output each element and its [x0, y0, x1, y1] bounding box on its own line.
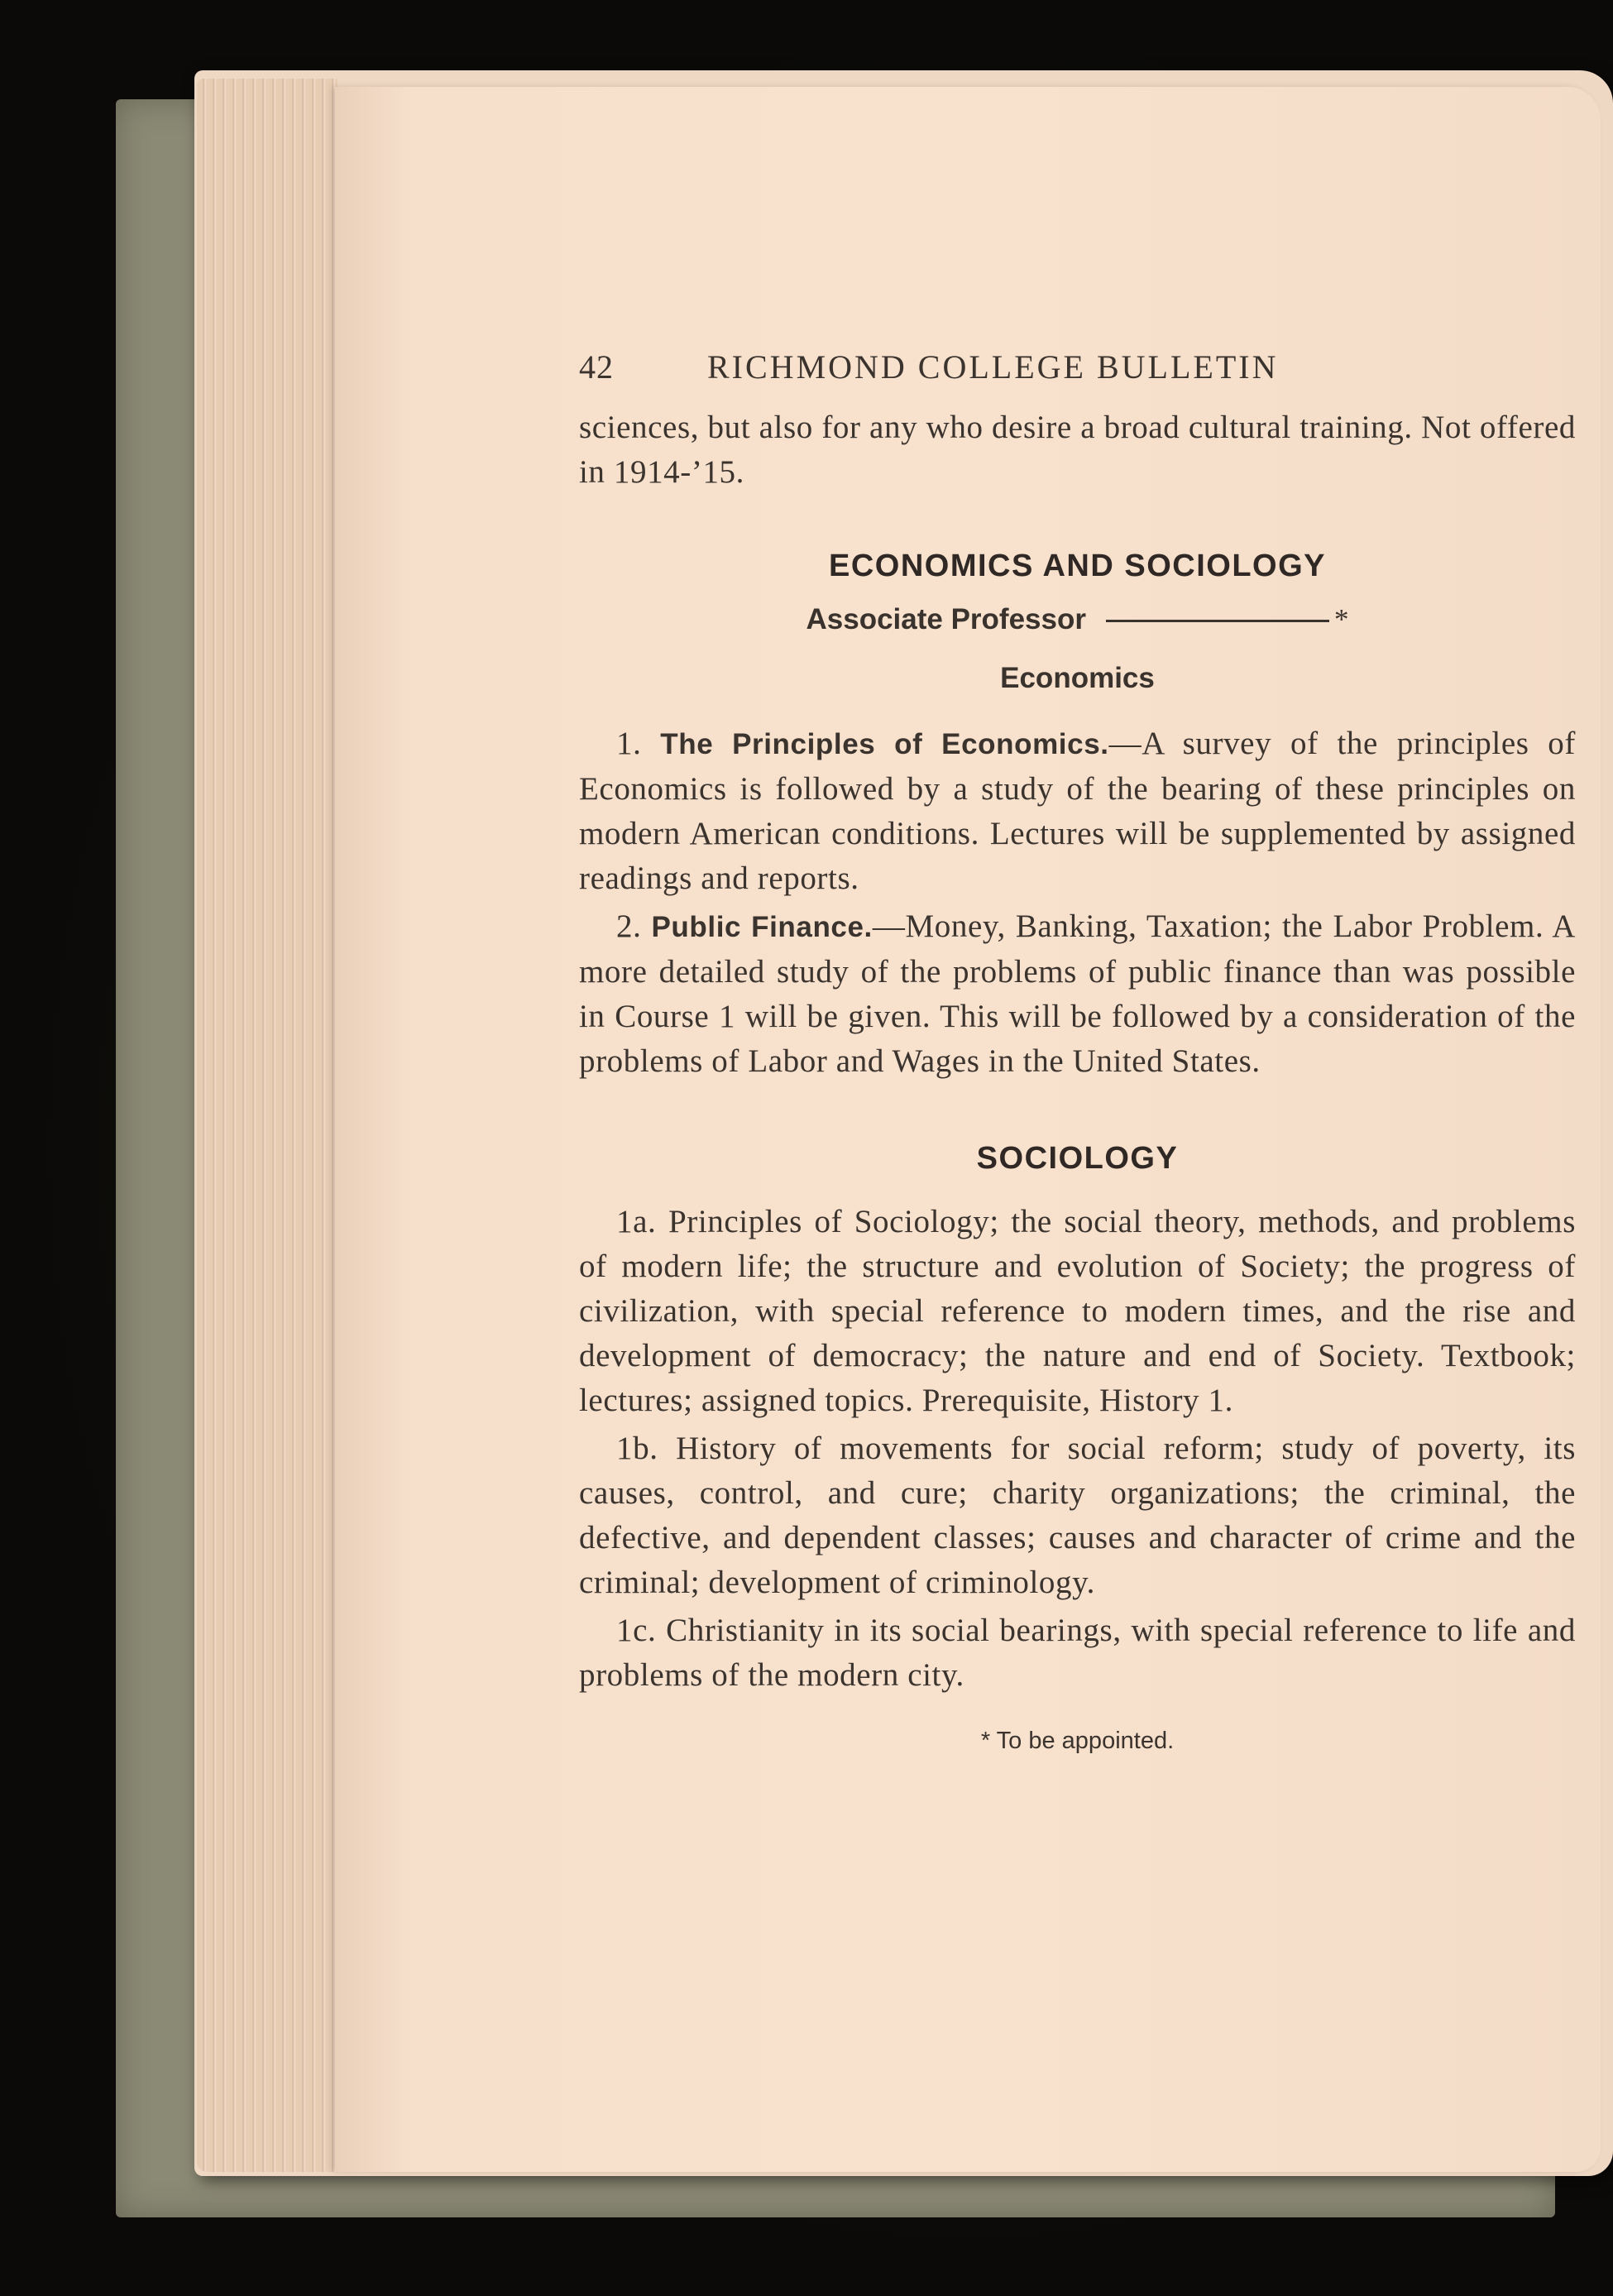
professor-line: [579, 591, 1576, 649]
sociology-course-1c: [579, 1608, 1576, 1698]
page-content: [579, 348, 1576, 1755]
course-number: 1.: [616, 726, 642, 761]
running-head: [579, 348, 1576, 405]
course-title: Public Finance.: [651, 911, 873, 943]
course-number: 1b.: [616, 1431, 658, 1466]
footnote: * To be appointed.: [980, 1728, 1175, 1754]
professor-blank-rule: [1106, 620, 1329, 622]
intro-paragraph: sciences, but also for any who desire a broad cultural training. Not offered in 1914-’15.: [579, 410, 1576, 490]
course-description: —Money, Banking, Taxation; the Labor Problem. A more detailed study of the problems of public finance than was possible in Course 1 will be given. This will be followed by a consideration of the problems of Labor and Wages in the United States.: [579, 908, 1576, 1079]
course-description: History of movements for social reform; study of poverty, its causes, control, and cure; charity organizations; the criminal, the defective, and dependent classes; causes and character of crime and the criminal; development of criminology.: [579, 1431, 1576, 1600]
page-number: 42: [579, 348, 614, 386]
economics-course-1: [579, 721, 1576, 901]
professor-label: Associate Professor: [806, 603, 1086, 635]
page-edges: [197, 79, 337, 2172]
course-number: 1c.: [616, 1613, 657, 1648]
course-description: Principles of Sociology; the social theory, methods, and problems of modern life; the structure and evolution of Society; the progress of civilization, with special reference to modern times, and the rise and development of democracy; the nature and end of Society. Textbook; lectures; assigned topics. Prerequisite, History 1.: [579, 1204, 1576, 1418]
sociology-heading: SOCIOLOGY: [976, 1141, 1179, 1176]
professor-footnote-mark: *: [1333, 603, 1349, 635]
course-number: 1a.: [616, 1204, 657, 1239]
economics-course-2: [579, 904, 1576, 1084]
course-title: The Principles of Economics.: [660, 728, 1109, 760]
sociology-course-1a: [579, 1200, 1576, 1423]
bulletin-title: RICHMOND COLLEGE BULLETIN: [707, 348, 1279, 386]
course-description: —A survey of the principles of Economics is followed by a study of the bearing of these principles on modern American conditions. Lectures will be supplemented by assigned readings and reports.: [579, 726, 1576, 896]
sociology-course-1b: [579, 1426, 1576, 1605]
economics-sociology-heading: ECONOMICS AND SOCIOLOGY: [828, 549, 1326, 583]
course-number: 2.: [616, 908, 642, 944]
course-description: Christianity in its social bearings, with special reference to life and problems of the modern city.: [579, 1613, 1576, 1693]
economics-subheading: Economics: [1000, 662, 1155, 694]
